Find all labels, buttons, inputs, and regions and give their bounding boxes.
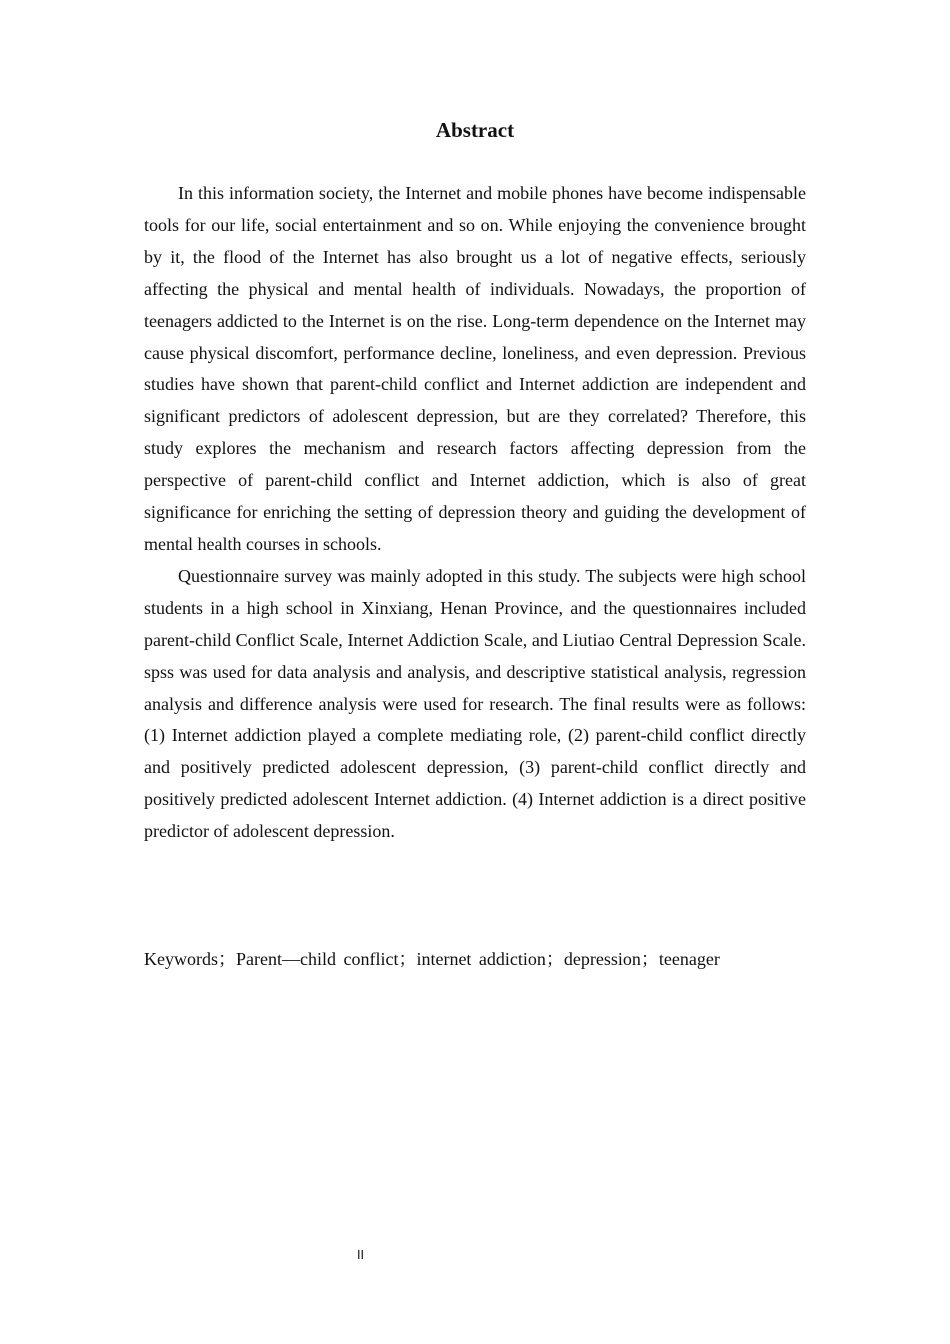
keyword-item: internet addiction (416, 949, 546, 969)
keyword-separator: ； (218, 949, 236, 969)
abstract-paragraph-2: Questionnaire survey was mainly adopted in this study. The subjects were high school students in a high school in Xinxiang, Henan Province, and the questionnaires included parent-child Conflict Scale, Internet Addiction Scale, and Liutiao Central Depression Scale. spss was used for data analysis and analysis, and descriptive statistical analysis, regression analysis and difference analysis were used for research. The final results were as follows: (1) Internet addiction played a complete mediating role, (2) parent-child conflict directly and positively predicted adolescent depression, (3) parent-child conflict directly and positively predicted adolescent Internet addiction. (4) Internet addiction is a direct positive predictor of adolescent depression. (144, 565, 806, 842)
keywords-line (144, 944, 720, 975)
abstract-title: Abstract (435, 118, 515, 142)
keyword-separator: ； (545, 949, 564, 969)
keywords-label: Keywords (144, 949, 218, 969)
abstract-paragraph-1: In this information society, the Internet and mobile phones have become indispensable tools for our life, social entertainment and so on. While enjoying the convenience brought by it, the flood of the Internet has also brought us a lot of negative effects, seriously affecting the physical and mental health of individuals. Nowadays, the proportion of teenagers addicted to the Internet is on the rise. Long-term dependence on the Internet may cause physical discomfort, performance decline, loneliness, and even depression. Previous studies have shown that parent-child conflict and Internet addiction are independent and significant predictors of adolescent depression, but are they correlated? Therefore, this study explores the mechanism and research factors affecting depression from the perspective of parent-child conflict and Internet addiction, which is also of great significance for enriching the setting of depression theory and guiding the development of mental health courses in schools. (144, 183, 806, 554)
keyword-item: teenager (658, 949, 720, 969)
keyword-item: depression (563, 949, 641, 969)
page-number: II (357, 1248, 365, 1262)
abstract-body (144, 178, 806, 848)
keyword-separator: ； (640, 949, 659, 969)
keyword-item: Parent—child conflict (236, 949, 399, 969)
keyword-separator: ； (398, 949, 417, 969)
